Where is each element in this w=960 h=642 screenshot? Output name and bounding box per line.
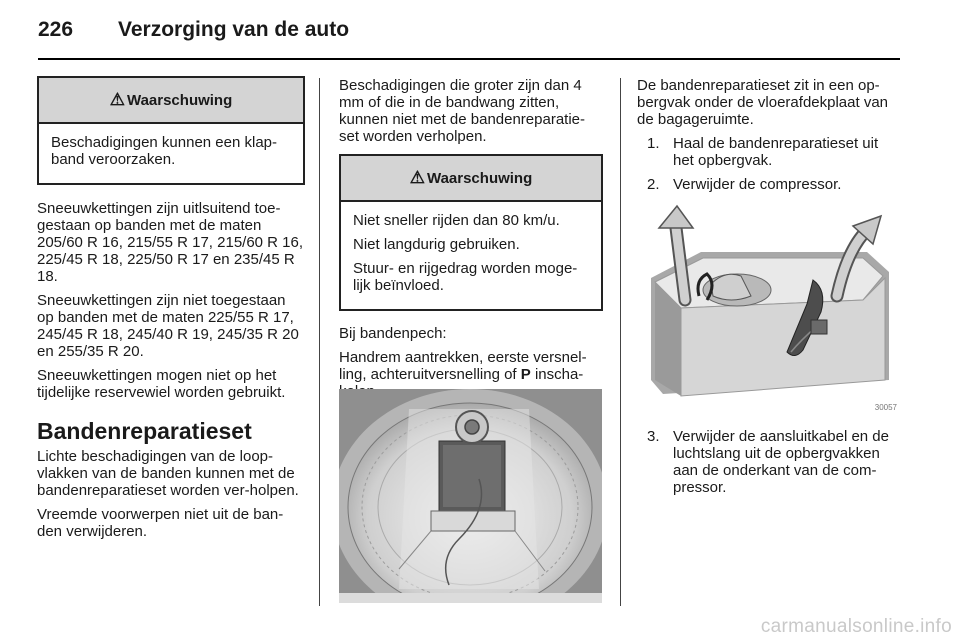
paragraph: Sneeuwkettingen zijn niet toegestaan op banden met de maten 225/55 R 17, 245/45 R 18, 245/40 R 19, 245/35 R 20 en 255/35 R 20. [37, 292, 299, 360]
page-number: 226 [38, 18, 74, 41]
warning-text: Beschadigingen kunnen een klap-band veroorzaken. [51, 134, 278, 168]
compressor-removal-figure [641, 200, 900, 414]
paragraph: Sneeuwkettingen mogen niet op het tijdelijke reservewiel worden gebruikt. [37, 367, 286, 401]
repair-kit-illustration [339, 389, 602, 603]
warning-line: Niet langdurig gebruiken. [353, 236, 520, 253]
paragraph: De bandenreparatieset zit in een op-bergvak onder de vloerafdekplaat van de bagageruimte. [637, 77, 889, 128]
warning-triangle-icon: ⚠ [409, 168, 425, 187]
warning-box [339, 154, 603, 311]
warning-title: Waarschuwing [126, 91, 233, 109]
header-divider [38, 58, 900, 60]
spare-wheel-well-figure [339, 389, 602, 603]
warning-header [341, 156, 601, 202]
warning-title: Waarschuwing [426, 169, 533, 187]
column-2 [339, 77, 603, 407]
column-divider-1 [319, 78, 320, 606]
compressor-illustration [641, 200, 900, 414]
list-item [647, 176, 901, 193]
paragraph: Vreemde voorwerpen niet uit de ban-den verwijderen. [37, 506, 284, 540]
paragraph: Lichte beschadigingen van de loop-vlakken van de banden kunnen met de bandenreparatieset worden ver-holpen. [37, 448, 299, 499]
warning-triangle-icon: ⚠ [109, 90, 125, 109]
column-1 [37, 76, 305, 547]
warning-body [39, 124, 303, 183]
page-title: Verzorging van de auto [118, 18, 350, 41]
column-3 [637, 77, 901, 200]
body-text [37, 448, 305, 540]
paragraph: Bij bandenpech: [339, 325, 447, 342]
step-number: 2. [647, 176, 660, 193]
step-text: Haal de bandenreparatieset uit het opbergvak. [673, 135, 879, 169]
warning-line: Stuur- en rijgedrag worden moge-lijk beïnvloed. [353, 260, 578, 294]
step-number: 3. [647, 428, 660, 445]
warning-line: Niet sneller rijden dan 80 km/u. [353, 212, 560, 229]
gear-p-label: P [520, 366, 531, 383]
step-list [647, 428, 901, 496]
list-item [647, 135, 901, 169]
section-title: Bandenreparatieset [37, 418, 252, 444]
step-text: Verwijder de aansluitkabel en de luchtslang uit de opbergvakken aan de onderkant van de com-pressor. [673, 428, 889, 496]
column-3-continued [637, 428, 901, 503]
warning-header [39, 78, 303, 124]
body-text [339, 77, 603, 145]
warning-box [37, 76, 305, 185]
list-item [647, 428, 901, 496]
step-number: 1. [647, 135, 660, 152]
figure-label: 30057 [874, 403, 897, 412]
step-text: Verwijder de compressor. [673, 176, 842, 193]
body-text [637, 77, 901, 128]
step-list [647, 135, 901, 193]
paragraph: Beschadigingen die groter zijn dan 4 mm of die in de bandwang zitten, kunnen niet met de bandenreparatie-set worden verholpen. [339, 77, 586, 145]
paragraph: Sneeuwkettingen zijn uitlsuitend toe-gestaan op banden met de maten 205/60 R 16, 215/55 R 17, 215/60 R 16, 225/45 R 18, 225/50 R 17 en 235/45 R 18. [37, 200, 304, 285]
body-text [37, 200, 305, 401]
warning-body [341, 202, 601, 309]
watermark: carmanualsonline.info [760, 616, 952, 637]
column-divider-2 [620, 78, 621, 606]
text-run: inscha- [534, 366, 584, 383]
text-run: Handrem aantrekken, eerste versnel-ling, achteruitversnelling of [339, 349, 587, 383]
